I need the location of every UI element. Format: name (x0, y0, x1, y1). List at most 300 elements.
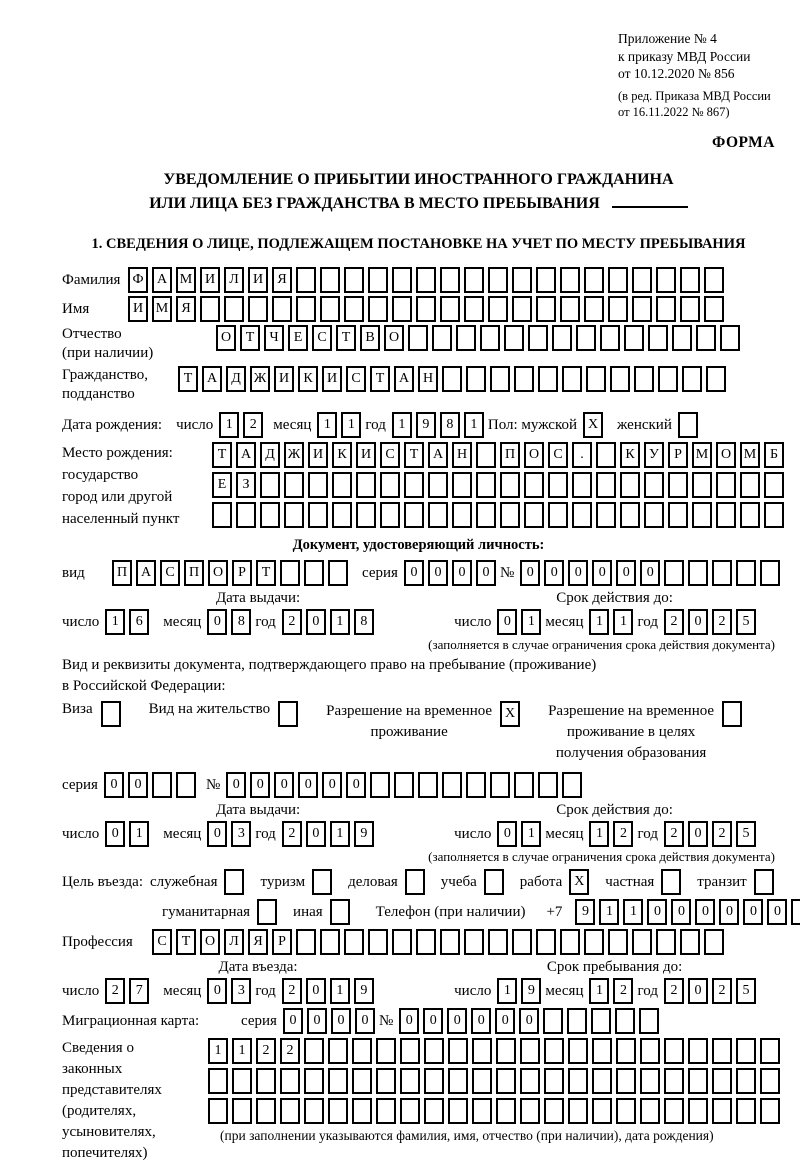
char-cell[interactable] (488, 929, 508, 955)
res-valid-month[interactable] (589, 821, 637, 847)
entry-year[interactable] (282, 978, 378, 1004)
stay-month[interactable] (589, 978, 637, 1004)
stay-day[interactable] (497, 978, 545, 1004)
char-cell[interactable] (664, 1098, 684, 1124)
birth-place-row-1[interactable] (212, 442, 788, 468)
char-cell[interactable] (472, 1068, 492, 1094)
char-cell[interactable] (552, 325, 572, 351)
char-cell[interactable] (704, 267, 724, 293)
char-cell[interactable] (658, 366, 678, 392)
char-cell[interactable] (442, 366, 462, 392)
char-cell[interactable] (536, 267, 556, 293)
char-cell[interactable] (608, 296, 628, 322)
char-cell[interactable]: Т (336, 325, 356, 351)
char-cell[interactable]: 0 (497, 821, 517, 847)
char-cell[interactable] (584, 929, 604, 955)
char-cell[interactable]: 0 (471, 1008, 491, 1034)
char-cell[interactable]: С (312, 325, 332, 351)
char-cell[interactable] (464, 267, 484, 293)
char-cell[interactable] (712, 1098, 732, 1124)
char-cell[interactable] (524, 502, 544, 528)
char-cell[interactable] (376, 1068, 396, 1094)
birth-day-input[interactable] (219, 412, 267, 438)
char-cell[interactable] (376, 1038, 396, 1064)
char-cell[interactable] (543, 1008, 563, 1034)
char-cell[interactable]: 0 (399, 1008, 419, 1034)
checkbox-cell[interactable] (484, 869, 504, 895)
char-cell[interactable]: 1 (521, 609, 541, 635)
char-cell[interactable]: Е (288, 325, 308, 351)
stay-year[interactable] (664, 978, 760, 1004)
char-cell[interactable]: О (200, 929, 220, 955)
char-cell[interactable] (392, 267, 412, 293)
char-cell[interactable] (632, 296, 652, 322)
doc-issue-year[interactable] (282, 609, 378, 635)
char-cell[interactable]: Я (176, 296, 196, 322)
char-cell[interactable] (424, 1038, 444, 1064)
char-cell[interactable] (432, 325, 452, 351)
char-cell[interactable] (352, 1038, 372, 1064)
char-cell[interactable]: 0 (568, 560, 588, 586)
char-cell[interactable] (648, 325, 668, 351)
char-cell[interactable]: 0 (544, 560, 564, 586)
char-cell[interactable] (272, 296, 292, 322)
char-cell[interactable] (368, 296, 388, 322)
char-cell[interactable] (524, 472, 544, 498)
char-cell[interactable]: 1 (589, 978, 609, 1004)
char-cell[interactable] (644, 502, 664, 528)
char-cell[interactable] (512, 296, 532, 322)
char-cell[interactable] (344, 267, 364, 293)
char-cell[interactable]: 2 (613, 821, 633, 847)
char-cell[interactable] (712, 560, 732, 586)
char-cell[interactable]: 1 (589, 821, 609, 847)
char-cell[interactable]: 0 (423, 1008, 443, 1034)
given-name-input[interactable] (128, 296, 728, 322)
char-cell[interactable]: 1 (464, 412, 484, 438)
char-cell[interactable] (200, 296, 220, 322)
char-cell[interactable]: 0 (640, 560, 660, 586)
char-cell[interactable]: 0 (226, 772, 246, 798)
char-cell[interactable] (208, 1098, 228, 1124)
char-cell[interactable] (428, 472, 448, 498)
char-cell[interactable]: 0 (404, 560, 424, 586)
char-cell[interactable] (712, 1068, 732, 1094)
char-cell[interactable] (232, 1068, 252, 1094)
char-cell[interactable]: 8 (354, 609, 374, 635)
res-issue-month[interactable] (207, 821, 255, 847)
char-cell[interactable] (304, 1068, 324, 1094)
checkbox-purpose-work[interactable] (569, 869, 593, 895)
checkbox-sex-female[interactable] (678, 412, 702, 438)
char-cell[interactable] (640, 1068, 660, 1094)
char-cell[interactable]: 1 (623, 899, 643, 925)
char-cell[interactable] (356, 472, 376, 498)
char-cell[interactable] (212, 502, 232, 528)
char-cell[interactable]: К (298, 366, 318, 392)
char-cell[interactable] (472, 1098, 492, 1124)
char-cell[interactable]: 0 (306, 978, 326, 1004)
char-cell[interactable]: 5 (736, 978, 756, 1004)
char-cell[interactable] (520, 1038, 540, 1064)
char-cell[interactable] (664, 1038, 684, 1064)
char-cell[interactable]: 0 (476, 560, 496, 586)
char-cell[interactable]: 0 (307, 1008, 327, 1034)
surname-input[interactable] (128, 267, 728, 293)
char-cell[interactable] (584, 267, 604, 293)
char-cell[interactable]: 1 (521, 821, 541, 847)
checkbox-cell[interactable] (661, 869, 681, 895)
char-cell[interactable] (236, 502, 256, 528)
char-cell[interactable]: 0 (695, 899, 715, 925)
char-cell[interactable] (440, 929, 460, 955)
char-cell[interactable] (592, 1038, 612, 1064)
char-cell[interactable] (668, 502, 688, 528)
char-cell[interactable] (256, 1098, 276, 1124)
checkbox-cell[interactable]: X (500, 701, 520, 727)
char-cell[interactable] (296, 929, 316, 955)
char-cell[interactable] (576, 325, 596, 351)
char-cell[interactable] (408, 325, 428, 351)
char-cell[interactable]: 1 (330, 609, 350, 635)
char-cell[interactable] (416, 296, 436, 322)
char-cell[interactable]: И (128, 296, 148, 322)
char-cell[interactable] (304, 1098, 324, 1124)
char-cell[interactable]: 2 (712, 978, 732, 1004)
char-cell[interactable] (476, 472, 496, 498)
char-cell[interactable] (496, 1098, 516, 1124)
char-cell[interactable] (488, 267, 508, 293)
char-cell[interactable] (400, 1068, 420, 1094)
char-cell[interactable]: 0 (671, 899, 691, 925)
char-cell[interactable] (592, 1098, 612, 1124)
char-cell[interactable] (538, 366, 558, 392)
char-cell[interactable]: 2 (280, 1038, 300, 1064)
char-cell[interactable] (639, 1008, 659, 1034)
char-cell[interactable]: О (216, 325, 236, 351)
char-cell[interactable]: А (428, 442, 448, 468)
char-cell[interactable] (536, 296, 556, 322)
char-cell[interactable] (344, 296, 364, 322)
char-cell[interactable]: 0 (452, 560, 472, 586)
char-cell[interactable] (392, 929, 412, 955)
char-cell[interactable] (538, 772, 558, 798)
char-cell[interactable] (380, 502, 400, 528)
checkbox-purpose-study[interactable] (484, 869, 508, 895)
char-cell[interactable]: Ф (128, 267, 148, 293)
char-cell[interactable] (520, 1098, 540, 1124)
char-cell[interactable] (476, 502, 496, 528)
char-cell[interactable] (320, 296, 340, 322)
char-cell[interactable] (760, 560, 780, 586)
char-cell[interactable] (490, 366, 510, 392)
checkbox-cell[interactable] (257, 899, 277, 925)
birth-month-input[interactable] (317, 412, 365, 438)
char-cell[interactable] (736, 1098, 756, 1124)
char-cell[interactable] (716, 472, 736, 498)
birth-place-row-2[interactable] (212, 472, 788, 498)
char-cell[interactable] (616, 1068, 636, 1094)
char-cell[interactable] (586, 366, 606, 392)
char-cell[interactable] (416, 929, 436, 955)
char-cell[interactable] (328, 560, 348, 586)
char-cell[interactable] (706, 366, 726, 392)
char-cell[interactable]: 1 (589, 609, 609, 635)
char-cell[interactable] (424, 1098, 444, 1124)
char-cell[interactable] (504, 325, 524, 351)
char-cell[interactable] (370, 772, 390, 798)
char-cell[interactable] (656, 929, 676, 955)
char-cell[interactable]: 2 (664, 821, 684, 847)
char-cell[interactable] (791, 899, 800, 925)
char-cell[interactable]: Б (764, 442, 784, 468)
char-cell[interactable]: Ч (264, 325, 284, 351)
char-cell[interactable]: 6 (129, 609, 149, 635)
char-cell[interactable] (634, 366, 654, 392)
char-cell[interactable]: 3 (231, 821, 251, 847)
char-cell[interactable] (260, 472, 280, 498)
char-cell[interactable] (488, 296, 508, 322)
char-cell[interactable]: 3 (231, 978, 251, 1004)
char-cell[interactable] (760, 1098, 780, 1124)
char-cell[interactable]: 0 (104, 772, 124, 798)
char-cell[interactable] (572, 502, 592, 528)
char-cell[interactable] (308, 472, 328, 498)
char-cell[interactable] (548, 502, 568, 528)
char-cell[interactable]: 0 (250, 772, 270, 798)
char-cell[interactable] (452, 472, 472, 498)
char-cell[interactable] (568, 1098, 588, 1124)
char-cell[interactable] (620, 472, 640, 498)
char-cell[interactable]: О (208, 560, 228, 586)
char-cell[interactable]: 1 (330, 821, 350, 847)
checkbox-cell[interactable] (312, 869, 332, 895)
char-cell[interactable]: 0 (207, 978, 227, 1004)
checkbox-cell[interactable] (330, 899, 350, 925)
char-cell[interactable] (688, 560, 708, 586)
checkbox-cell[interactable] (722, 701, 742, 727)
char-cell[interactable] (536, 929, 556, 955)
char-cell[interactable] (664, 560, 684, 586)
char-cell[interactable]: 2 (664, 978, 684, 1004)
char-cell[interactable]: 8 (440, 412, 460, 438)
char-cell[interactable]: 0 (128, 772, 148, 798)
char-cell[interactable]: Н (452, 442, 472, 468)
char-cell[interactable]: 2 (105, 978, 125, 1004)
char-cell[interactable] (332, 502, 352, 528)
char-cell[interactable]: 2 (613, 978, 633, 1004)
checkbox-cell[interactable] (224, 869, 244, 895)
char-cell[interactable]: О (524, 442, 544, 468)
char-cell[interactable]: 1 (208, 1038, 228, 1064)
char-cell[interactable] (610, 366, 630, 392)
char-cell[interactable]: 2 (243, 412, 263, 438)
char-cell[interactable] (664, 1068, 684, 1094)
char-cell[interactable] (404, 472, 424, 498)
char-cell[interactable] (696, 325, 716, 351)
char-cell[interactable] (208, 1068, 228, 1094)
char-cell[interactable] (544, 1098, 564, 1124)
checkbox-purpose-private[interactable] (661, 869, 685, 895)
char-cell[interactable] (672, 325, 692, 351)
char-cell[interactable]: И (308, 442, 328, 468)
char-cell[interactable] (568, 1068, 588, 1094)
char-cell[interactable] (418, 772, 438, 798)
res-series-input[interactable] (104, 772, 200, 798)
char-cell[interactable]: 0 (306, 609, 326, 635)
char-cell[interactable] (656, 267, 676, 293)
char-cell[interactable] (328, 1038, 348, 1064)
char-cell[interactable]: Р (232, 560, 252, 586)
char-cell[interactable]: 0 (322, 772, 342, 798)
citizenship-input[interactable] (178, 366, 730, 392)
mig-series-input[interactable] (283, 1008, 379, 1034)
char-cell[interactable] (448, 1038, 468, 1064)
char-cell[interactable] (490, 772, 510, 798)
char-cell[interactable] (562, 772, 582, 798)
char-cell[interactable]: У (644, 442, 664, 468)
char-cell[interactable] (740, 502, 760, 528)
char-cell[interactable]: 0 (688, 609, 708, 635)
char-cell[interactable]: З (236, 472, 256, 498)
checkbox-cell[interactable]: X (583, 412, 603, 438)
representatives-row-1[interactable] (208, 1038, 784, 1064)
char-cell[interactable]: 0 (274, 772, 294, 798)
char-cell[interactable] (248, 296, 268, 322)
char-cell[interactable] (280, 560, 300, 586)
char-cell[interactable]: 0 (105, 821, 125, 847)
char-cell[interactable] (456, 325, 476, 351)
char-cell[interactable]: А (152, 267, 172, 293)
char-cell[interactable]: 1 (613, 609, 633, 635)
char-cell[interactable]: О (716, 442, 736, 468)
char-cell[interactable]: 5 (736, 609, 756, 635)
char-cell[interactable] (656, 296, 676, 322)
checkbox-purpose-tourism[interactable] (312, 869, 336, 895)
char-cell[interactable]: 9 (354, 821, 374, 847)
char-cell[interactable]: 1 (232, 1038, 252, 1064)
char-cell[interactable]: Т (176, 929, 196, 955)
char-cell[interactable]: Н (418, 366, 438, 392)
doc-issue-day[interactable] (105, 609, 153, 635)
char-cell[interactable]: Я (272, 267, 292, 293)
char-cell[interactable]: 1 (497, 978, 517, 1004)
char-cell[interactable]: 1 (341, 412, 361, 438)
char-cell[interactable] (562, 366, 582, 392)
char-cell[interactable]: И (200, 267, 220, 293)
checkbox-visa[interactable] (101, 701, 125, 727)
char-cell[interactable]: 2 (282, 978, 302, 1004)
char-cell[interactable] (394, 772, 414, 798)
char-cell[interactable] (592, 1068, 612, 1094)
patronymic-input[interactable] (216, 325, 744, 351)
char-cell[interactable] (448, 1068, 468, 1094)
char-cell[interactable]: Р (272, 929, 292, 955)
char-cell[interactable] (500, 472, 520, 498)
char-cell[interactable]: 1 (599, 899, 619, 925)
res-issue-year[interactable] (282, 821, 378, 847)
char-cell[interactable] (400, 1098, 420, 1124)
representatives-row-2[interactable] (208, 1068, 784, 1094)
char-cell[interactable]: Т (404, 442, 424, 468)
char-cell[interactable]: К (620, 442, 640, 468)
char-cell[interactable]: С (548, 442, 568, 468)
char-cell[interactable] (428, 502, 448, 528)
char-cell[interactable]: 0 (743, 899, 763, 925)
doc-valid-day[interactable] (497, 609, 545, 635)
char-cell[interactable]: 0 (346, 772, 366, 798)
char-cell[interactable]: 1 (219, 412, 239, 438)
char-cell[interactable]: С (346, 366, 366, 392)
char-cell[interactable]: 0 (298, 772, 318, 798)
representatives-row-3[interactable] (208, 1098, 784, 1124)
char-cell[interactable]: С (152, 929, 172, 955)
char-cell[interactable]: 0 (647, 899, 667, 925)
char-cell[interactable]: А (236, 442, 256, 468)
char-cell[interactable] (512, 929, 532, 955)
char-cell[interactable] (688, 1068, 708, 1094)
char-cell[interactable] (480, 325, 500, 351)
char-cell[interactable]: 0 (283, 1008, 303, 1034)
char-cell[interactable] (404, 502, 424, 528)
char-cell[interactable] (304, 560, 324, 586)
char-cell[interactable]: 0 (207, 609, 227, 635)
char-cell[interactable] (368, 267, 388, 293)
char-cell[interactable] (440, 296, 460, 322)
char-cell[interactable] (596, 442, 616, 468)
char-cell[interactable] (464, 929, 484, 955)
char-cell[interactable]: 0 (767, 899, 787, 925)
char-cell[interactable] (356, 502, 376, 528)
char-cell[interactable]: 0 (519, 1008, 539, 1034)
char-cell[interactable] (760, 1068, 780, 1094)
char-cell[interactable] (591, 1008, 611, 1034)
char-cell[interactable] (280, 1068, 300, 1094)
char-cell[interactable] (682, 366, 702, 392)
char-cell[interactable] (692, 502, 712, 528)
char-cell[interactable] (736, 1068, 756, 1094)
char-cell[interactable] (572, 472, 592, 498)
birth-place-row-3[interactable] (212, 502, 788, 528)
char-cell[interactable]: И (356, 442, 376, 468)
char-cell[interactable]: 0 (355, 1008, 375, 1034)
char-cell[interactable] (448, 1098, 468, 1124)
char-cell[interactable]: Т (240, 325, 260, 351)
char-cell[interactable]: 9 (354, 978, 374, 1004)
char-cell[interactable]: И (248, 267, 268, 293)
char-cell[interactable]: Д (260, 442, 280, 468)
char-cell[interactable]: 9 (416, 412, 436, 438)
char-cell[interactable]: 0 (688, 978, 708, 1004)
char-cell[interactable] (352, 1068, 372, 1094)
res-valid-year[interactable] (664, 821, 760, 847)
char-cell[interactable] (442, 772, 462, 798)
char-cell[interactable] (720, 325, 740, 351)
char-cell[interactable]: М (176, 267, 196, 293)
char-cell[interactable] (584, 296, 604, 322)
char-cell[interactable]: 9 (575, 899, 595, 925)
char-cell[interactable] (296, 296, 316, 322)
char-cell[interactable]: 1 (392, 412, 412, 438)
char-cell[interactable] (760, 1038, 780, 1064)
res-valid-day[interactable] (497, 821, 545, 847)
char-cell[interactable] (296, 267, 316, 293)
checkbox-purpose-humanitarian[interactable] (257, 899, 281, 925)
char-cell[interactable]: 0 (520, 560, 540, 586)
char-cell[interactable]: 0 (497, 609, 517, 635)
char-cell[interactable]: 0 (447, 1008, 467, 1034)
char-cell[interactable]: 8 (231, 609, 251, 635)
